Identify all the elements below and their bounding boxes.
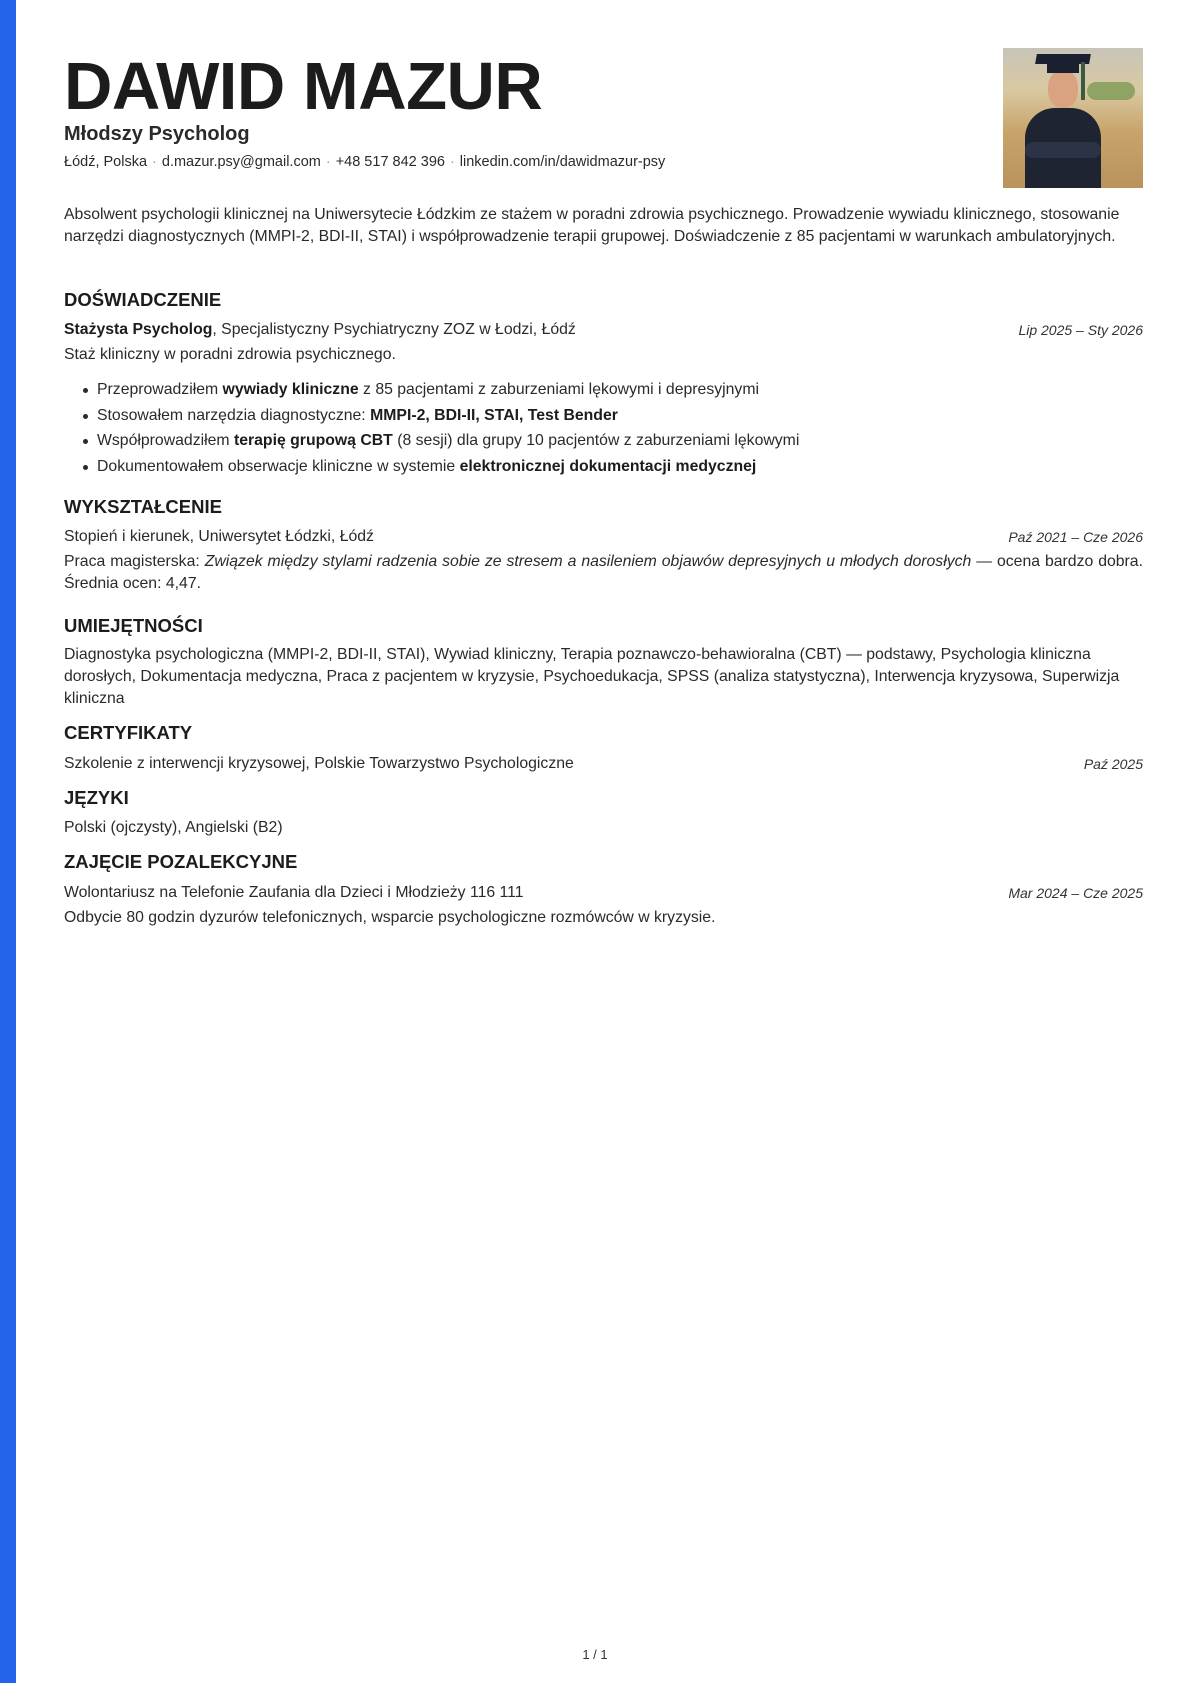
contact-location: Łódź, Polska — [64, 154, 148, 170]
photo-tassel — [1081, 62, 1085, 100]
certificate-date: Paź 2025 — [1083, 756, 1143, 772]
photo-face — [1048, 70, 1078, 108]
bullet-item: Przeprowadziłem wywiady kliniczne z 85 pacjentami z zaburzeniami lękowymi i depresyjnymi — [64, 377, 1143, 403]
section-heading-languages: JĘZYKI — [64, 787, 129, 808]
photo-crossed-arms — [1025, 142, 1101, 158]
education-entry-header — [64, 526, 1143, 548]
certificate-entry — [64, 753, 1143, 775]
section-heading-skills: UMIEJĘTNOŚCI — [64, 615, 203, 636]
section-heading-extracurricular: ZAJĘCIE POZALEKCYJNE — [64, 851, 298, 872]
bullet-item: Współprowadziłem terapię grupową CBT (8 sesji) dla grupy 10 pacjentów z zaburzeniami lękowymi — [64, 428, 1143, 454]
accent-sidebar-bar — [0, 0, 16, 1683]
separator: · — [325, 154, 331, 170]
extracurricular-description: Odbycie 80 godzin dyzurów telefonicznych, wsparcie psychologiczne rozmówców w kryzysie. — [64, 909, 716, 926]
education-thesis: Praca magisterska: Związek między stylami radzenia sobie ze stresem a nasileniem objawów depresyjnych u młodych dorosłych — ocena bardzo dobra. Średnia ocen: 4,47. — [64, 553, 1143, 592]
section-heading-experience: DOŚWIADCZENIE — [64, 289, 222, 310]
section-heading-certificates: CERTYFIKATY — [64, 722, 193, 743]
extracurricular-dates: Mar 2024 – Cze 2025 — [1008, 885, 1143, 901]
contact-line — [64, 153, 665, 171]
section-heading-education: WYKSZTAŁCENIE — [64, 496, 222, 517]
thesis-title: Związek między stylami radzenia sobie ze stresem a nasileniem objawów depresyjnych u młodych dorosłych — [204, 553, 972, 570]
education-dates: Paź 2021 – Cze 2026 — [1008, 529, 1143, 545]
skills-list: Diagnostyka psychologiczna (MMPI-2, BDI-II, STAI), Wywiad kliniczny, Terapia poznawczo-behawioralna (CBT) — podstawy, Psychologia kliniczna dorosłych, Dokumentacja medyczna, Praca z pacjentem w kryzysie, Psychoedukacja, SPSS (analiza statystyczna), Interwencja kryzysowa, Superwizja kliniczna — [64, 646, 1120, 707]
professional-summary: Absolwent psychologii klinicznej na Uniwersytecie Łódzkim ze stażem w poradni zdrowia psychicznego. Prowadzenie wywiadu klinicznego, stosowanie narzędzi diagnostycznych (MMPI-2, BDI-II, STAI) i współprowadzenie terapii grupowej. Doświadczenie z 85 pacjentami w warunkach ambulatoryjnych. — [64, 206, 1120, 245]
experience-entry-header — [64, 319, 1143, 341]
photo-background-foliage — [1087, 82, 1135, 100]
job-title: Młodszy Psycholog — [64, 123, 250, 145]
experience-bullets — [64, 377, 1143, 479]
profile-photo — [1003, 48, 1143, 188]
page-number: 1 / 1 — [582, 1647, 608, 1662]
candidate-name: DAWID MAZUR — [64, 49, 543, 124]
experience-role: Stażysta Psycholog — [64, 321, 213, 338]
experience-employer: , Specjalistyczny Psychiatryczny ZOZ w Łodzi, Łódź — [212, 321, 576, 338]
extracurricular-title: Wolontariusz na Telefonie Zaufania dla Dzieci i Młodzieży 116 111 — [64, 884, 524, 901]
education-degree: Stopień i kierunek, Uniwersytet Łódzki, Łódź — [64, 528, 374, 545]
experience-dates: Lip 2025 – Sty 2026 — [1018, 322, 1143, 338]
bullet-item: Stosowałem narzędzia diagnostyczne: MMPI-2, BDI-II, STAI, Test Bender — [64, 403, 1143, 429]
bullet-item: Dokumentowałem obserwacje kliniczne w systemie elektronicznej dokumentacji medycznej — [64, 454, 1143, 480]
contact-linkedin[interactable]: linkedin.com/in/dawidmazur-psy — [459, 154, 666, 170]
contact-email[interactable]: d.mazur.psy@gmail.com — [161, 154, 321, 170]
separator: · — [152, 154, 157, 170]
certificate-name: Szkolenie z interwencji kryzysowej, Polskie Towarzystwo Psychologiczne — [64, 755, 574, 772]
languages-list: Polski (ojczysty), Angielski (B2) — [64, 819, 283, 836]
separator: · — [449, 154, 455, 170]
extracurricular-entry-header — [64, 882, 1143, 904]
experience-description: Staż kliniczny w poradni zdrowia psychicznego. — [64, 346, 396, 363]
contact-phone[interactable]: +48 517 842 396 — [335, 154, 445, 170]
